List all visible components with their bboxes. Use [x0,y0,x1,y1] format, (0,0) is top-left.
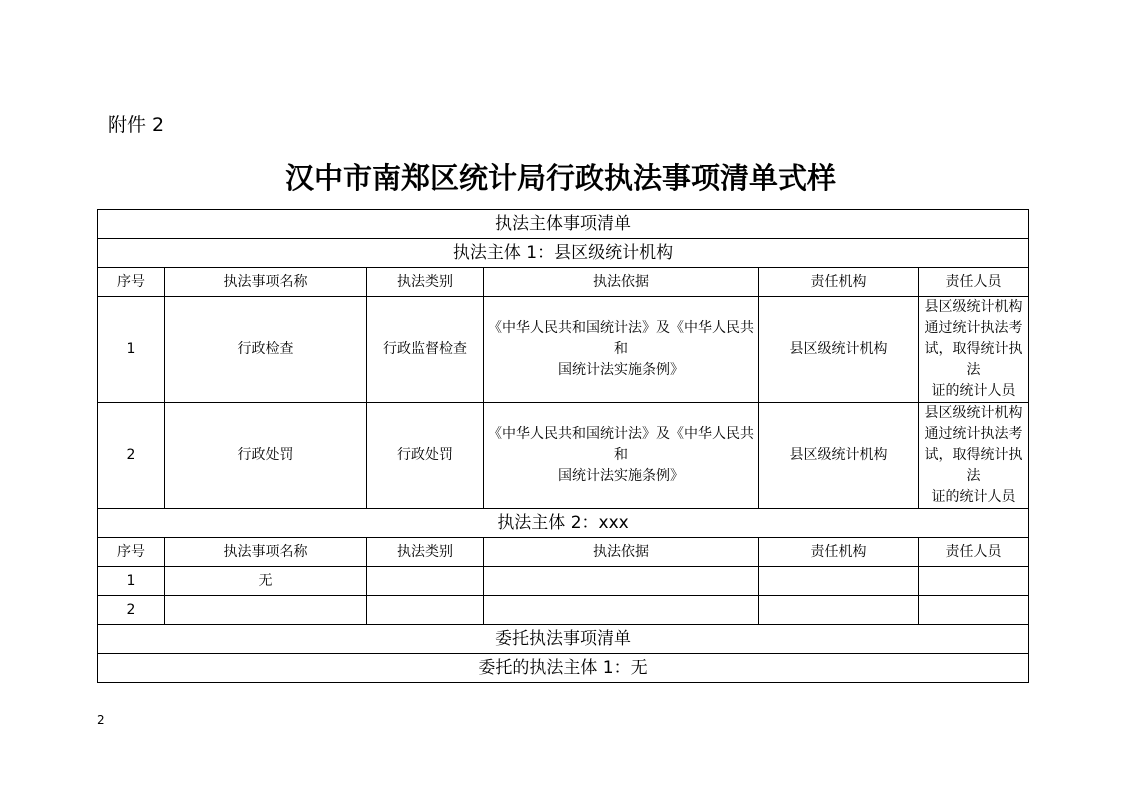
subject-title: 执法主体 2：xxx [98,509,1029,538]
item-name: 行政检查 [165,297,367,403]
column-header-basis: 执法依据 [484,268,759,297]
person-line: 通过统计执法考 [924,426,1023,442]
item-basis [484,567,759,596]
table-header-row [98,268,1029,297]
column-header-agency: 责任机构 [759,268,919,297]
column-header-category: 执法类别 [367,268,484,297]
row-number: 1 [98,567,165,596]
row-number: 2 [98,596,165,625]
person-line: 试，取得统计执法 [924,341,1023,378]
item-category: 行政处罚 [367,403,484,509]
item-name: 无 [165,567,367,596]
item-agency: 县区级统计机构 [759,297,919,403]
basis-line: 国统计法实施条例》 [558,362,684,378]
person-line: 县区级统计机构 [924,299,1023,315]
column-header-name: 执法事项名称 [165,538,367,567]
item-person [919,567,1029,596]
basis-line: 《中华人民共和国统计法》及《中华人民共和 [488,320,754,357]
section-title: 委托执法事项清单 [98,625,1029,654]
column-header-agency: 责任机构 [759,538,919,567]
item-name [165,596,367,625]
column-header-no: 序号 [98,268,165,297]
person-line: 证的统计人员 [931,489,1016,505]
item-basis [484,403,759,509]
subject-row [98,239,1029,268]
subject-row [98,509,1029,538]
item-basis [484,297,759,403]
section-row [98,210,1029,239]
column-header-person: 责任人员 [919,538,1029,567]
item-agency: 县区级统计机构 [759,403,919,509]
subject-row [98,654,1029,683]
section-row [98,625,1029,654]
item-person [919,297,1029,403]
table-row [98,567,1029,596]
column-header-person: 责任人员 [919,268,1029,297]
document-title: 汉中市南郑区统计局行政执法事项清单式样 [284,161,836,195]
table-row [98,297,1029,403]
item-person [919,403,1029,509]
section-title: 执法主体事项清单 [98,210,1029,239]
enforcement-list-table [97,209,1029,683]
basis-line: 《中华人民共和国统计法》及《中华人民共和 [488,426,754,463]
column-header-no: 序号 [98,538,165,567]
item-basis [484,596,759,625]
page-number: 2 [97,713,105,727]
person-line: 通过统计执法考 [924,320,1023,336]
item-category [367,567,484,596]
person-line: 证的统计人员 [931,383,1016,399]
basis-line: 国统计法实施条例》 [558,468,684,484]
subject-title: 执法主体 1：县区级统计机构 [98,239,1029,268]
item-name: 行政处罚 [165,403,367,509]
attachment-label: 附件 2 [108,114,165,136]
person-line: 试，取得统计执法 [924,447,1023,484]
item-person [919,596,1029,625]
item-agency [759,596,919,625]
column-header-basis: 执法依据 [484,538,759,567]
person-line: 县区级统计机构 [924,405,1023,421]
row-number: 1 [98,297,165,403]
table-header-row [98,538,1029,567]
column-header-name: 执法事项名称 [165,268,367,297]
item-agency [759,567,919,596]
item-category: 行政监督检查 [367,297,484,403]
subject-title: 委托的执法主体 1：无 [98,654,1029,683]
table-row [98,596,1029,625]
column-header-category: 执法类别 [367,538,484,567]
row-number: 2 [98,403,165,509]
item-category [367,596,484,625]
table-row [98,403,1029,509]
